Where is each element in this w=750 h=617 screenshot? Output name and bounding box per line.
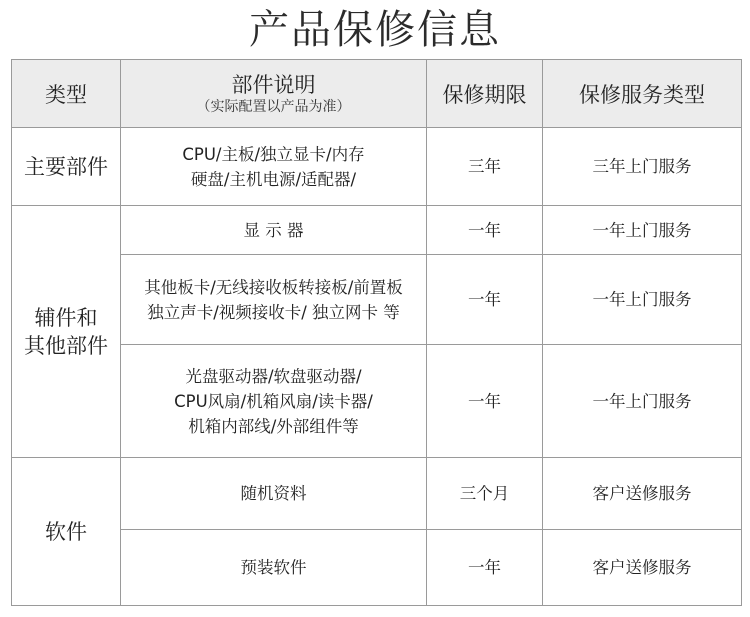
parts-cell <box>121 530 427 606</box>
parts-cell <box>121 128 427 206</box>
header-parts <box>121 60 427 128</box>
parts-cell <box>121 345 427 458</box>
table-row <box>12 206 742 255</box>
service-cell: 一年上门服务 <box>543 255 742 345</box>
header-period: 保修期限 <box>427 60 543 128</box>
page-title: 产品保修信息 <box>249 7 501 53</box>
category-line: 其他部件 <box>24 333 108 358</box>
category-accessories <box>12 206 121 458</box>
service-cell: 一年上门服务 <box>543 206 742 255</box>
service-cell: 三年上门服务 <box>543 128 742 206</box>
table-row <box>12 458 742 530</box>
table-header-row <box>12 60 742 128</box>
parts-line: 预装软件 <box>240 558 307 577</box>
parts-line: 随机资料 <box>240 484 307 503</box>
parts-line: 独立声卡/视频接收卡/ 独立网卡 等 <box>147 302 400 322</box>
period-cell: 三年 <box>427 128 543 206</box>
service-cell: 客户送修服务 <box>543 530 742 606</box>
period-cell: 三个月 <box>427 458 543 530</box>
parts-line: 机箱内部线/外部组件等 <box>188 416 359 436</box>
parts-cell <box>121 206 427 255</box>
service-cell: 一年上门服务 <box>543 345 742 458</box>
period-cell: 一年 <box>427 345 543 458</box>
parts-cell <box>121 255 427 345</box>
table-row <box>12 255 742 345</box>
header-type: 类型 <box>12 60 121 128</box>
parts-line: 光盘驱动器/软盘驱动器/ <box>185 366 362 386</box>
parts-line: 硬盘/主机电源/适配器/ <box>190 169 357 189</box>
table-row <box>12 345 742 458</box>
parts-cell <box>121 458 427 530</box>
parts-line: 其他板卡/无线接收板转接板/前置板 <box>144 277 403 297</box>
header-service: 保修服务类型 <box>543 60 742 128</box>
table-row <box>12 128 742 206</box>
parts-line: CPU风扇/机箱风扇/读卡器/ <box>174 391 373 411</box>
parts-line: 显 示 器 <box>243 220 304 240</box>
service-cell: 客户送修服务 <box>543 458 742 530</box>
category-software: 软件 <box>12 458 121 606</box>
header-parts-note: （实际配置以产品为准） <box>196 98 351 115</box>
warranty-table <box>11 59 742 606</box>
table-row <box>12 530 742 606</box>
period-cell: 一年 <box>427 206 543 255</box>
parts-line: CPU/主板/独立显卡/内存 <box>182 144 365 164</box>
period-cell: 一年 <box>427 530 543 606</box>
category-line: 辅件和 <box>34 305 98 330</box>
category-main-parts: 主要部件 <box>12 128 121 206</box>
header-parts-label: 部件说明 <box>231 72 316 97</box>
period-cell: 一年 <box>427 255 543 345</box>
